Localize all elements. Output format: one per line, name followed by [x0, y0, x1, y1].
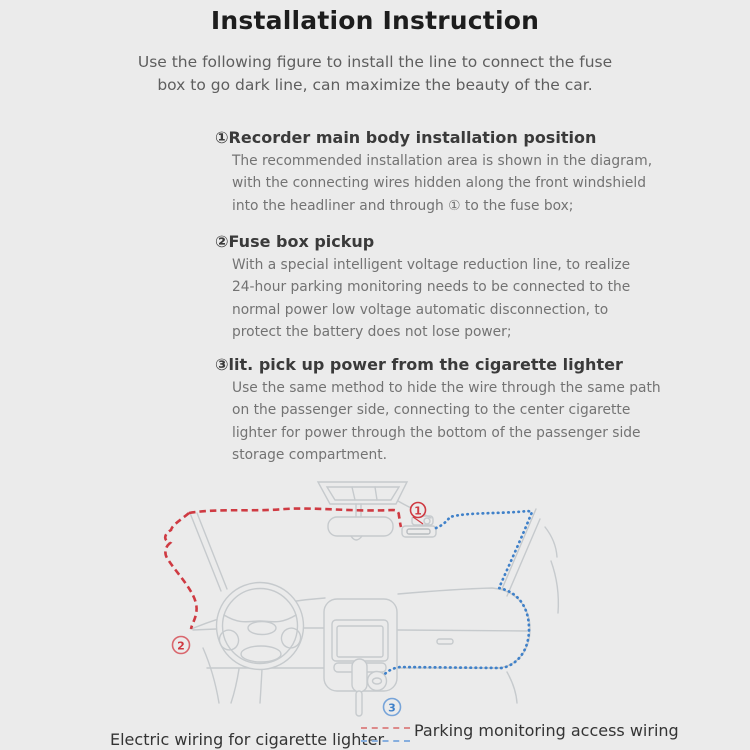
glove-box-handle	[437, 639, 453, 644]
section-3-heading: ③lit. pick up power from the cigarette lighter	[215, 355, 623, 374]
blue-wire-legend-label: Electric wiring for cigarette lighter	[110, 730, 385, 749]
right-door-frame	[545, 527, 557, 557]
subtitle-line-2: box to go dark line, can maximize the beauty of the car.	[157, 76, 593, 94]
section-body-line: 24-hour parking monitoring needs to be connected to the	[232, 279, 631, 296]
section-1-heading: ①Recorder main body installation position	[215, 128, 597, 147]
section-body-line: protect the battery does not lose power;	[232, 324, 512, 341]
section-body-line: into the headliner and through ① to the fuse box;	[232, 197, 574, 214]
red-wire-pillar-run	[165, 513, 196, 629]
gear-shifter-knob	[352, 659, 367, 692]
dash-cam	[402, 516, 436, 537]
right-door-frame-lower	[551, 561, 558, 613]
overhead-console	[318, 482, 407, 504]
section-body-line: on the passenger side, connecting to the center cigarette	[232, 402, 631, 419]
car-outline	[190, 482, 558, 716]
page-title: Installation Instruction	[210, 6, 540, 35]
right-a-pillar-inner	[507, 519, 540, 596]
section-body-line: With a special intelligent voltage reduction line, to realize	[232, 257, 631, 273]
left-a-pillar	[190, 513, 221, 591]
left-lower-panel	[203, 648, 219, 703]
svg-text:1: 1	[414, 504, 422, 518]
left-a-pillar-inner	[197, 513, 227, 589]
center-console	[324, 599, 397, 716]
red-wire-legend-sample	[361, 727, 410, 729]
section-body-line: lighter for power through the bottom of the passenger side	[232, 424, 641, 441]
steering-wheel	[217, 583, 304, 670]
section-body-line: normal power low voltage automatic disconnection, to	[232, 301, 609, 318]
marker-1-camera	[411, 503, 426, 525]
right-lower-panel	[507, 672, 517, 703]
marker-3-lighter	[384, 699, 401, 716]
section-body-line: Use the same method to hide the wire through the same path	[232, 380, 661, 396]
section-2-heading: ②Fuse box pickup	[215, 232, 375, 251]
gear-shifter-stem	[356, 691, 362, 716]
svg-text:2: 2	[177, 639, 185, 653]
right-a-pillar	[502, 509, 536, 589]
svg-text:3: 3	[388, 701, 396, 715]
subtitle-line-1: Use the following figure to install the line to connect the fuse	[137, 53, 613, 71]
cigarette-lighter-socket	[368, 672, 387, 691]
red-wire-top-run	[189, 509, 401, 527]
blue-wire-legend-sample	[361, 740, 410, 742]
section-body-line: The recommended installation area is shown in the diagram,	[232, 153, 653, 169]
marker-2-fuse-box	[173, 637, 190, 654]
section-body-line: storage compartment.	[232, 447, 388, 464]
section-body-line: with the connecting wires hidden along the front windshield	[232, 175, 646, 192]
red-wire-legend-label: Parking monitoring access wiring	[414, 721, 679, 740]
